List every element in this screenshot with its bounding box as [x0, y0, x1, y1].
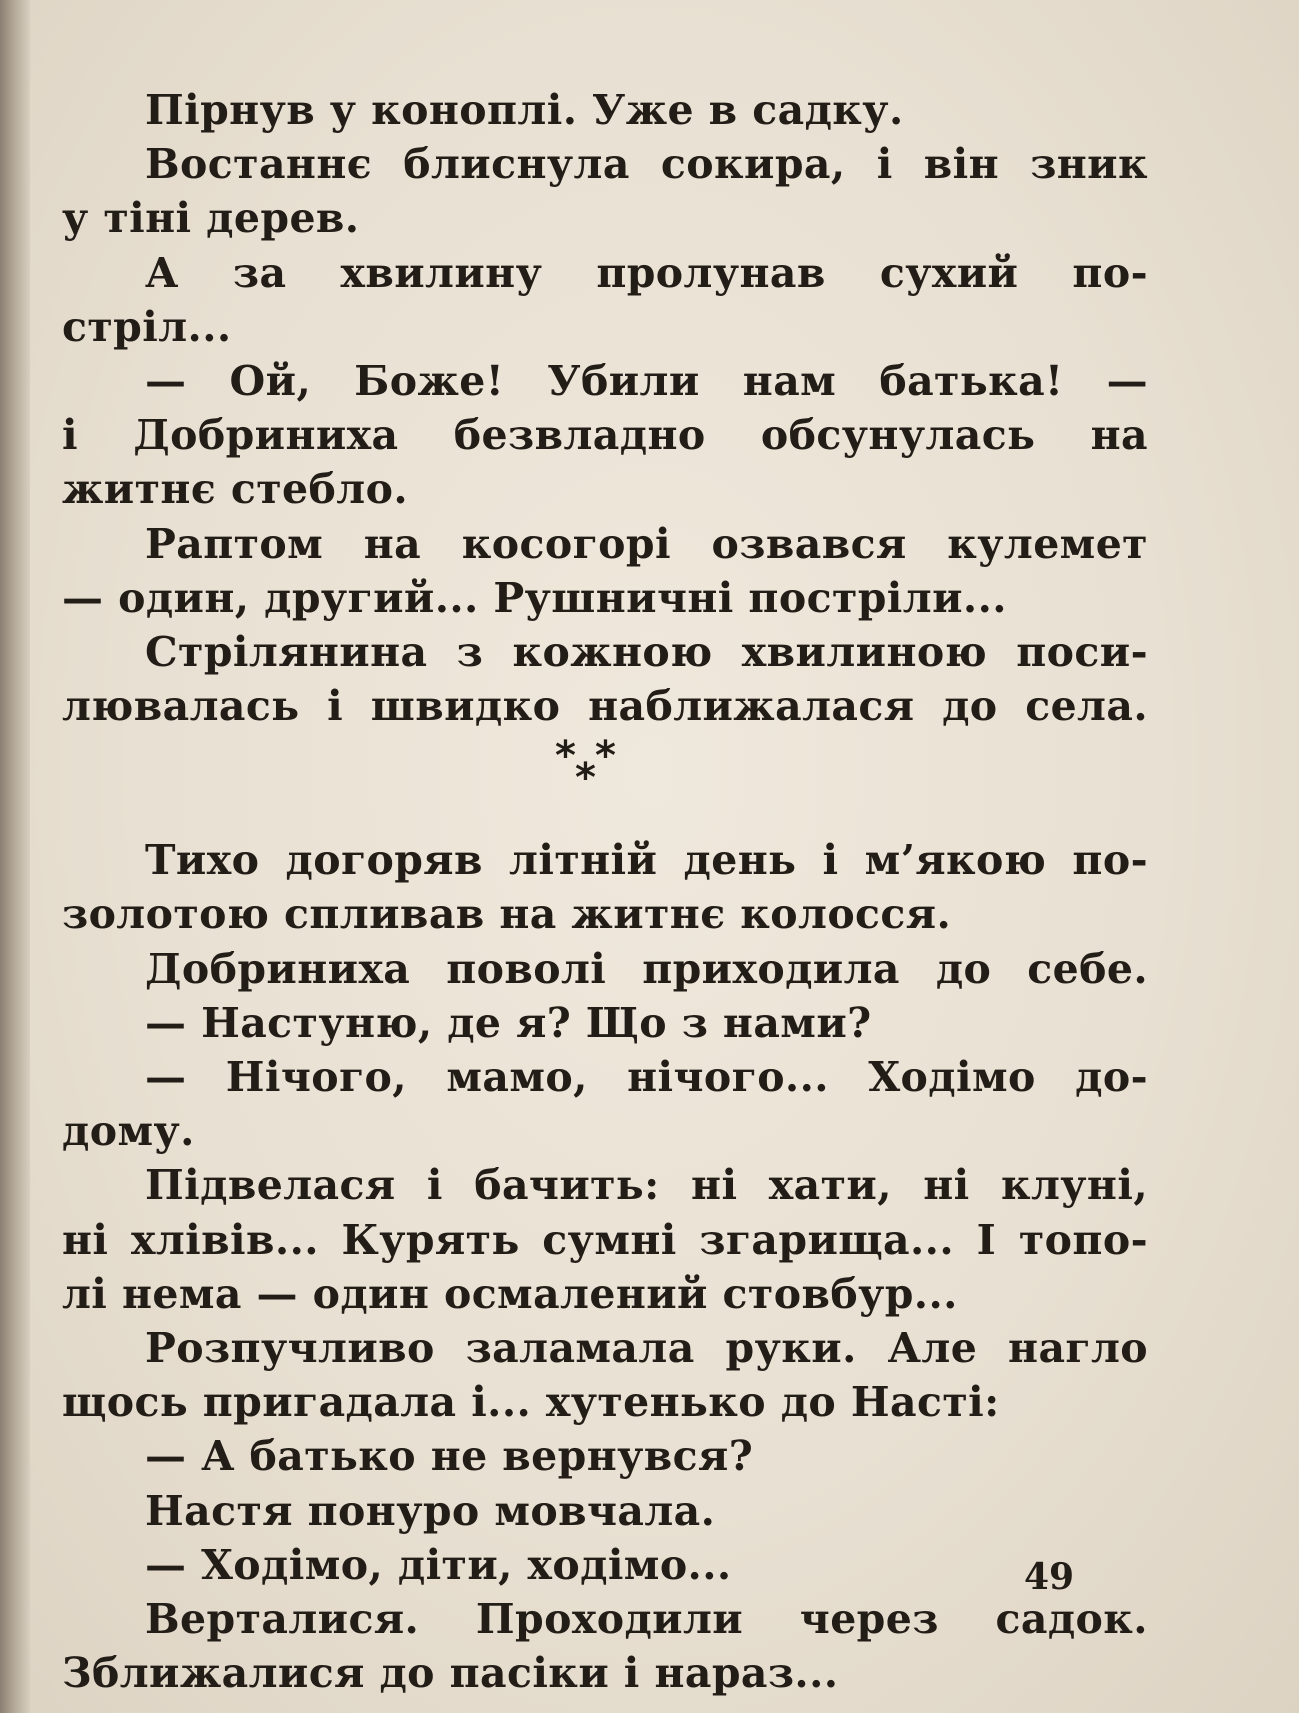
text-line: Тихо догоряв літній день і м’якою по-	[145, 836, 1148, 885]
separator-star-left: *	[555, 733, 577, 780]
text-line: — Настуню, де я? Що з нами?	[145, 998, 872, 1047]
text-line: Востаннє блиснула сокира, і він зник	[145, 140, 1148, 189]
text-line: Верталися. Проходили через садок.	[145, 1594, 1148, 1643]
book-spine-shadow	[0, 0, 30, 1713]
text-line: лі нема — один осмалений стовбур...	[62, 1269, 958, 1318]
text-line: стріл...	[62, 302, 232, 351]
text-line: — А батько не вернувся?	[145, 1432, 754, 1481]
text-line: — Нічого, мамо, нічого... Ходімо до-	[145, 1053, 1148, 1101]
text-line: Підвелася і бачить: ні хати, ні клуні,	[145, 1161, 1148, 1210]
text-line: Розпучливо заламала руки. Але нагло	[145, 1323, 1148, 1372]
text-line: — Ой, Боже! Убили нам батька! —	[145, 356, 1148, 405]
text-line: А за хвилину пролунав сухий по-	[145, 248, 1148, 297]
text-line: — Ходімо, діти, ходімо...	[145, 1540, 732, 1589]
text-section-top	[62, 83, 1148, 733]
text-line: житнє стебло.	[62, 465, 408, 514]
text-line: золотою спливав на житнє колосся.	[62, 890, 952, 939]
separator-star-bottom: *	[575, 755, 597, 802]
text-line: Стрілянина з кожною хвилиною поси-	[145, 627, 1148, 676]
page-number: 49	[1024, 1556, 1075, 1598]
text-line: у тіні дерев.	[62, 194, 360, 243]
text-line: Настя понуро мовчала.	[145, 1486, 716, 1535]
text-line: дому.	[62, 1107, 195, 1156]
text-line: Добриниха поволі приходила до себе.	[145, 944, 1148, 993]
text-line: Пірнув у коноплі. Уже в садку.	[145, 86, 904, 134]
separator-star-right: *	[595, 733, 617, 780]
text-line: ні хлівів... Курять сумні згарища... І топо-	[62, 1215, 1148, 1264]
text-line: Раптом на косогорі озвався кулемет	[145, 519, 1148, 568]
text-line: — один, другий... Рушничні постріли...	[62, 573, 1007, 622]
text-line: щось пригадала і... хутенько до Насті:	[62, 1378, 1000, 1427]
page-text	[62, 83, 1148, 1700]
text-line: лювалась і швидко наближалася до села.	[62, 682, 1148, 731]
text-line: Зближалися до пасіки і нараз...	[62, 1649, 839, 1698]
section-separator	[62, 733, 1148, 833]
text-section-bottom	[62, 833, 1148, 1700]
text-line: і Добриниха безвладно обсунулась на	[62, 411, 1148, 460]
